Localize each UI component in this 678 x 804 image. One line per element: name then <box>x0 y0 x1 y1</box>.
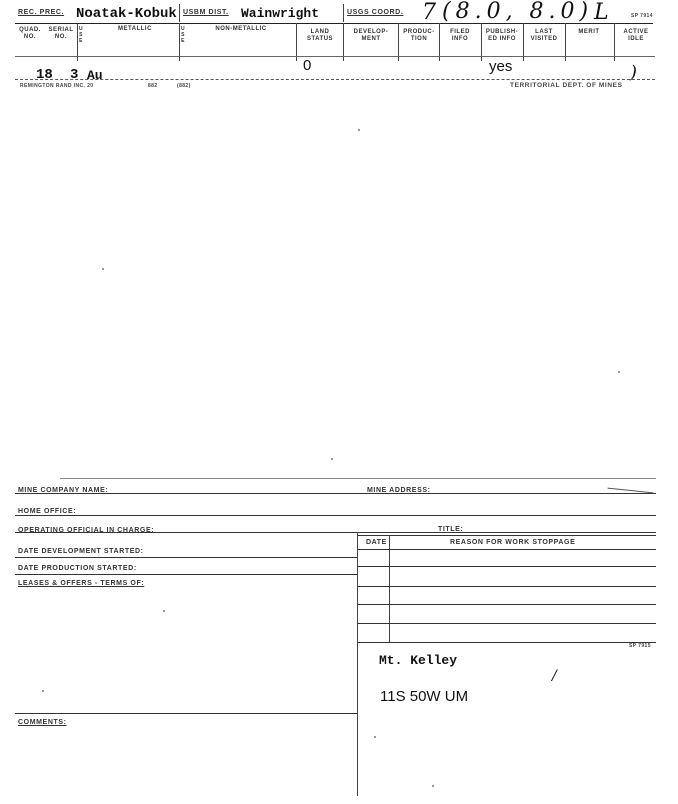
title-label: TITLE: <box>438 526 464 533</box>
hand-mark-left: 7 <box>422 0 436 25</box>
usbm-dist-label: USBM DIST. <box>183 9 229 16</box>
form-code-bottom: SP 7915 <box>629 643 651 649</box>
operating-official-label: OPERATING OFFICIAL IN CHARGE: <box>18 527 155 534</box>
usgs-coord-label: USGS COORD. <box>347 9 404 16</box>
col-development: DEVELOP- MENT <box>353 29 389 42</box>
hand-mark-right: L <box>594 0 609 25</box>
published-info-value: yes <box>489 58 513 75</box>
col-metallic: METALLIC <box>118 26 152 32</box>
col-non-metallic: NON-METALLIC <box>215 26 267 32</box>
record-quad: 18 <box>36 67 53 83</box>
form-code-top: SP 7914 <box>631 13 653 19</box>
active-idle-value: ) <box>630 62 638 83</box>
col-use-1: U S E <box>78 26 84 44</box>
col-last-visited: LAST VISITED <box>530 29 558 42</box>
col-active-idle: ACTIVE IDLE <box>623 29 649 42</box>
date-production-started-label: DATE PRODUCTION STARTED: <box>18 565 137 572</box>
location-coords: 11S 50W UM <box>380 688 469 705</box>
date-col-header: DATE <box>366 539 387 546</box>
col-use-2: U S E <box>180 26 186 44</box>
record-metallic: Au <box>87 68 103 83</box>
rec-prec-label: REC. PREC. <box>18 9 65 16</box>
col-merit: MERIT <box>578 29 600 35</box>
reason-col-header: REASON FOR WORK STOPPAGE <box>450 539 576 546</box>
record-serial: 3 <box>70 67 79 83</box>
mine-company-name-label: MINE COMPANY NAME: <box>18 487 109 494</box>
location-name: Mt. Kelley <box>379 653 458 668</box>
rec-prec-value: Noatak-Kobuk <box>76 6 177 22</box>
col-production: PRODUC- TION <box>403 29 435 42</box>
leases-offers-label: LEASES & OFFERS - TERMS OF: <box>18 580 145 587</box>
col-published-info: PUBLISH- ED INFO <box>485 29 519 42</box>
col-land-status: LAND STATUS <box>306 29 334 42</box>
department-label: TERRITORIAL DEPT. OF MINES <box>510 82 623 89</box>
printer-num-2: (882) <box>177 83 191 89</box>
printer-num-1: 882 <box>148 83 158 89</box>
slash-mark: / <box>552 668 557 684</box>
mine-address-label: MINE ADDRESS: <box>367 487 431 494</box>
home-office-label: HOME OFFICE: <box>18 508 77 515</box>
usbm-dist-value: Wainwright <box>241 6 320 21</box>
crease-mark <box>608 478 655 494</box>
col-serial-no: SERIAL NO. <box>48 27 74 40</box>
printer-label: REMINGTON RAND INC. 20 <box>20 83 94 89</box>
col-filed-info: FILED INFO <box>450 29 470 42</box>
col-quad-no: QUAD. NO. <box>19 27 41 40</box>
comments-label: COMMENTS: <box>18 719 67 726</box>
date-development-started-label: DATE DEVELOPMENT STARTED: <box>18 548 144 555</box>
usgs-coord-value: (8.0, 8.0) <box>442 0 594 24</box>
land-status-value: 0 <box>303 57 312 74</box>
